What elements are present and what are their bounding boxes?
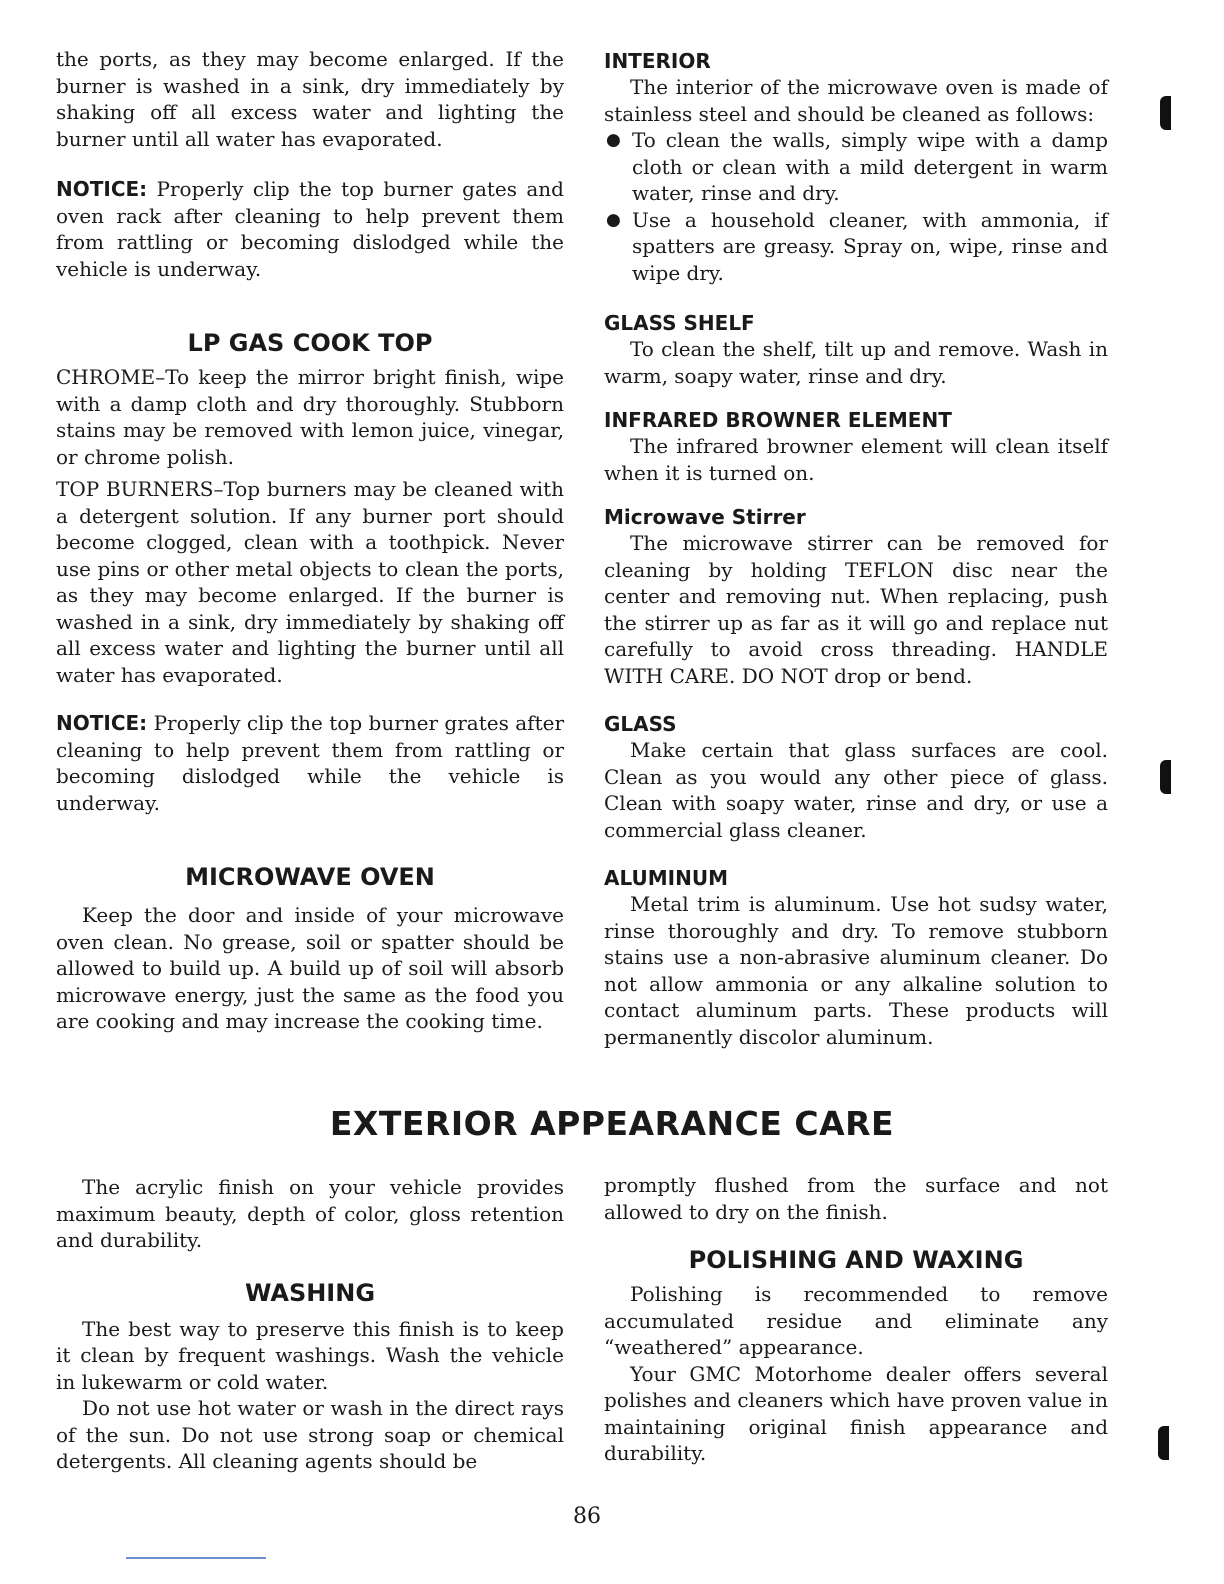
- notice-text: Properly clip the top burner gates and oven rack after cleaning to help prevent them from rattling or becoming dislodged while the vehicle is underway.: [56, 177, 564, 281]
- microwave-heading: MICROWAVE OVEN: [185, 863, 435, 891]
- top-right-column: [604, 48, 1108, 1050]
- glass-heading: GLASS: [604, 712, 677, 736]
- interior-heading: INTERIOR: [604, 49, 711, 73]
- glass-paragraph: Make certain that glass surfaces are cool. Clean as you would any other piece of glass. Clean with soapy water, rinse and dry, or use a commercial glass cleaner.: [604, 738, 1108, 842]
- washing-paragraph-2: Do not use hot water or wash in the direct rays of the sun. Do not use strong soap or chemical detergents. All cleaning agents should be: [56, 1396, 564, 1473]
- glass-shelf-heading: GLASS SHELF: [604, 311, 755, 335]
- polishing-paragraph-2: Your GMC Motorhome dealer offers several polishes and cleaners which have proven value in maintaining original finish appearance and durability.: [604, 1361, 1108, 1465]
- revision-mark: [1158, 1426, 1169, 1460]
- exterior-appearance-heading: EXTERIOR APPEARANCE CARE: [329, 1104, 895, 1143]
- microwave-paragraph: Keep the door and inside of your microwave oven clean. No grease, soil or spatter should be allowed to build up. A build up of soil will absorb microwave energy, just the same as the food you are cooking and may increase the cooking time.: [56, 903, 564, 1033]
- notice2-paragraph: [56, 710, 564, 816]
- notice-label: NOTICE:: [56, 177, 148, 201]
- aluminum-paragraph: Metal trim is aluminum. Use hot sudsy water, rinse thoroughly and dry. To remove stubborn stains use a non-abrasive aluminum cleaner. Do not allow ammonia or any alkaline solution to contact aluminum parts. These products will permanently discolor aluminum.: [604, 892, 1108, 1049]
- interior-bullet-1: ● To clean the walls, simply wipe with a damp cloth or clean with a mild detergent in warm water, rinse and dry.: [604, 127, 1108, 207]
- bottom-left-column: [56, 1174, 564, 1475]
- chrome-paragraph: CHROME–To keep the mirror bright finish, wipe with a damp cloth and dry thoroughly. Stubborn stains may be removed with lemon juice, vinegar, or chrome polish.: [56, 365, 564, 469]
- browner-heading: INFRARED BROWNER ELEMENT: [604, 408, 952, 432]
- top-burners-paragraph: TOP BURNERS–Top burners may be cleaned with a detergent solution. If any burner port should become clogged, clean with a toothpick. Never use pins or other metal objects to clean the ports, as they may become enlarged. If the burner is washed in a sink, dry immediately by shaking off all excess water and lighting the burner until all water has evaporated.: [56, 477, 564, 687]
- polishing-heading: POLISHING AND WAXING: [688, 1246, 1024, 1274]
- continued-text: the ports, as they may become enlarged. If the burner is washed in a sink, dry immediately by shaking off all excess water and lighting the burner until all water has evaporated.: [56, 47, 564, 151]
- browner-paragraph: The infrared browner element will clean itself when it is turned on.: [604, 434, 1108, 485]
- revision-mark: [1160, 760, 1171, 794]
- polishing-paragraph-1: Polishing is recommended to remove accumulated residue and eliminate any “weathered” appearance.: [604, 1282, 1108, 1359]
- interior-bullet-2: ● Use a household cleaner, with ammonia, if spatters are greasy. Spray on, wipe, rinse and wipe dry.: [604, 207, 1108, 287]
- interior-paragraph: The interior of the microwave oven is made of stainless steel and should be cleaned as follows:: [604, 75, 1108, 126]
- notice2-label: NOTICE:: [56, 711, 148, 735]
- flushed-continued-paragraph: promptly flushed from the surface and not allowed to dry on the finish.: [604, 1173, 1108, 1224]
- acrylic-intro-paragraph: The acrylic finish on your vehicle provides maximum beauty, depth of color, gloss retention and durability.: [56, 1175, 564, 1252]
- notice-paragraph: [56, 176, 564, 282]
- cooktop-heading: LP GAS COOK TOP: [187, 329, 433, 357]
- interior-bullet-list: [604, 127, 1108, 286]
- glass-shelf-paragraph: To clean the shelf, tilt up and remove. Wash in warm, soapy water, rinse and dry.: [604, 337, 1108, 388]
- stirrer-heading: Microwave Stirrer: [604, 505, 806, 529]
- top-left-column: [56, 46, 564, 1035]
- footer-rule: [126, 1557, 266, 1559]
- bottom-right-column: [604, 1172, 1108, 1467]
- notice2-text: Properly clip the top burner grates after cleaning to help prevent them from rattling or becoming dislodged while the vehicle is underway.: [56, 711, 564, 815]
- stirrer-paragraph: The microwave stirrer can be removed for cleaning by holding TEFLON disc near the center and removing nut. When replacing, push the stirrer up as far as it will go and replace nut carefully to avoid cross threading. HANDLE WITH CARE. DO NOT drop or bend.: [604, 531, 1108, 688]
- washing-heading: WASHING: [244, 1278, 376, 1307]
- washing-paragraph-1: The best way to preserve this finish is to keep it clean by frequent washings. Wash the vehicle in lukewarm or cold water.: [56, 1316, 564, 1394]
- revision-mark: [1160, 96, 1171, 130]
- page-number: 86: [573, 1504, 601, 1529]
- aluminum-heading: ALUMINUM: [604, 866, 728, 890]
